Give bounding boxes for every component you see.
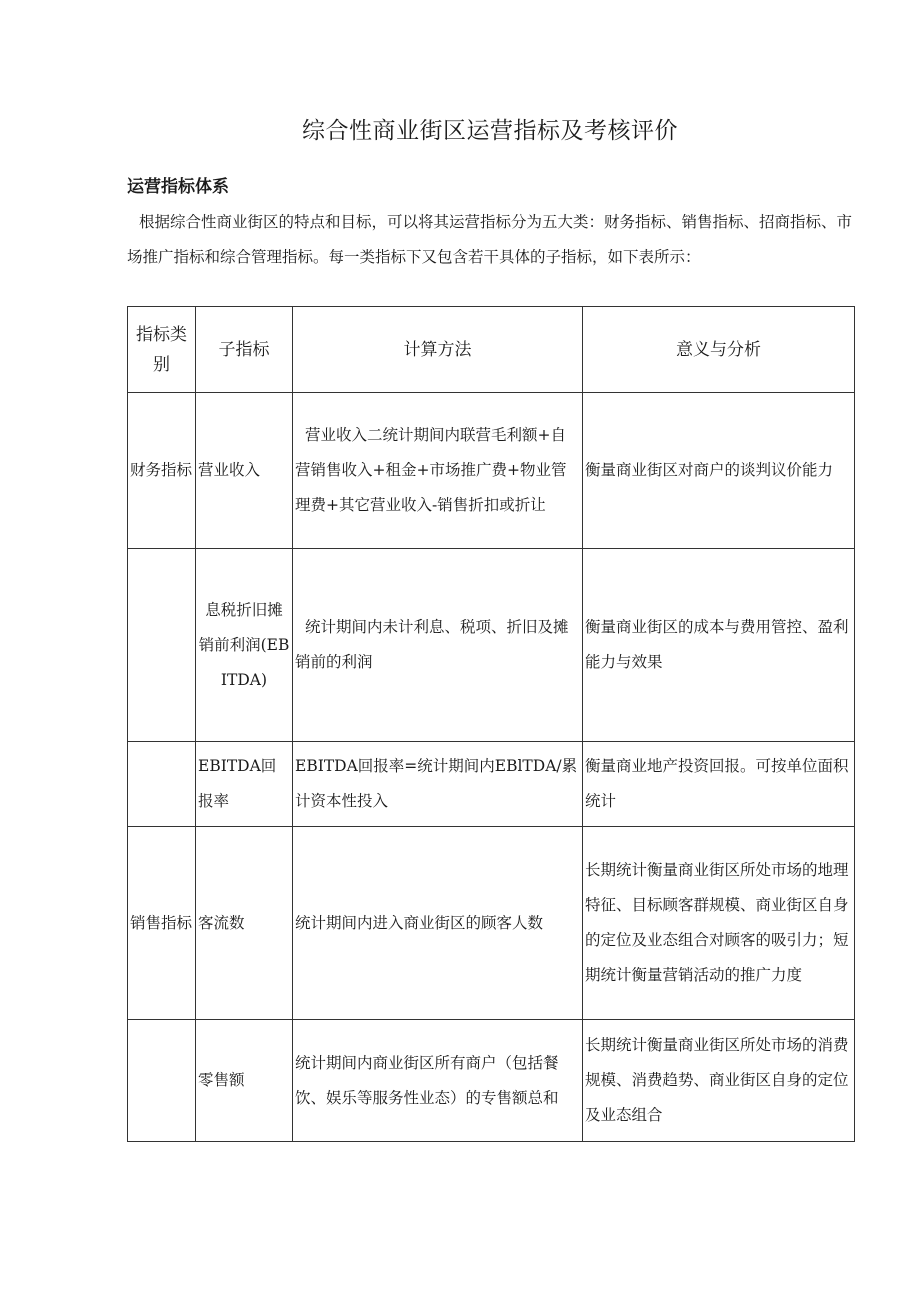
table-row	[128, 1020, 855, 1142]
row-category	[128, 1020, 196, 1142]
row-indicator: 客流数	[196, 827, 293, 1020]
row-method: 统计期间内商业街区所有商户（包括餐饮、娱乐等服务性业态）的专售额总和	[293, 1020, 583, 1142]
row-indicator: 息税折旧摊销前利润(EBITDA)	[196, 549, 293, 742]
row-meaning: 衡量商业地产投资回报。可按单位面积统计	[583, 742, 855, 827]
header-category: 指标类别	[128, 307, 196, 393]
row-category: 销售指标	[128, 827, 196, 1020]
header-method: 计算方法	[293, 307, 583, 393]
table-header-row	[128, 307, 855, 393]
row-category: 财务指标	[128, 393, 196, 549]
row-indicator: 零售额	[196, 1020, 293, 1142]
table-row	[128, 393, 855, 549]
row-meaning: 长期统计衡量商业街区所处市场的地理特征、目标顾客群规模、商业街区自身的定位及业态组合对顾客的吸引力；短期统计衡量营销活动的推广力度	[583, 827, 855, 1020]
row-indicator: EBITDA回报率	[196, 742, 293, 827]
row-meaning: 衡量商业街区对商户的谈判议价能力	[583, 393, 855, 549]
row-meaning: 衡量商业街区的成本与费用管控、盈利能力与效果	[583, 549, 855, 742]
row-indicator: 营业收入	[196, 393, 293, 549]
intro-paragraph: 根据综合性商业街区的特点和目标，可以将其运营指标分为五大类：财务指标、销售指标、招商指标、市场推广指标和综合管理指标。每一类指标下又包含若干具体的子指标，如下表所示：	[127, 213, 853, 266]
metrics-table	[127, 306, 855, 1142]
table-row	[128, 827, 855, 1020]
header-indicator: 子指标	[196, 307, 293, 393]
row-method: 统计期间内进入商业街区的顾客人数	[293, 827, 583, 1020]
row-method: 营业收入二统计期间内联营毛利额+自营销售收入+租金+市场推广费+物业管理费+其它营业收入-销售折扣或折让	[293, 393, 583, 549]
row-method: 统计期间内未计利息、税项、折旧及摊销前的利润	[293, 549, 583, 742]
table-row	[128, 742, 855, 827]
row-category	[128, 549, 196, 742]
row-category	[128, 742, 196, 827]
section-heading: 运营指标体系	[127, 177, 229, 197]
page-title: 综合性商业街区运营指标及考核评价	[302, 118, 678, 144]
header-meaning: 意义与分析	[583, 307, 855, 393]
row-method: EBITDA回报率=统计期间内EBlTDA/累计资本性投入	[293, 742, 583, 827]
row-meaning: 长期统计衡量商业街区所处市场的消费规模、消费趋势、商业街区自身的定位及业态组合	[583, 1020, 855, 1142]
table-row	[128, 549, 855, 742]
